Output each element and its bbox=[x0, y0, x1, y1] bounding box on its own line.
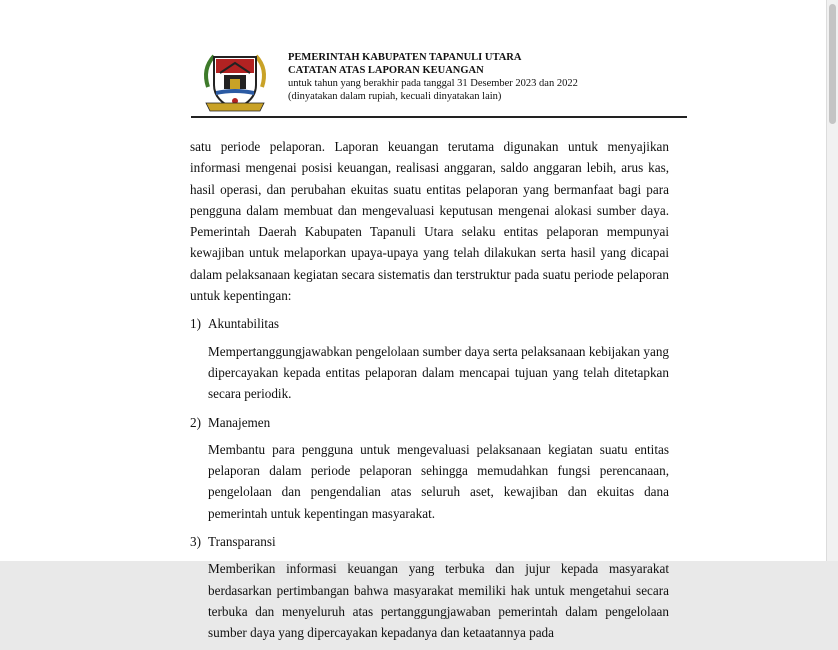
header-report-title: CATATAN ATAS LAPORAN KEUANGAN bbox=[288, 65, 484, 76]
header-divider bbox=[191, 116, 687, 118]
list-item-title: Akuntabilitas bbox=[208, 316, 280, 332]
list-item-title: Transparansi bbox=[208, 534, 276, 550]
list-item-description: Memberikan informasi keuangan yang terbuka dan jujur kepada masyarakat berdasarkan pertimbangan bahwa masyarakat memiliki hak untuk mengetahui secara terbuka dan menyeluruh atas pertanggungjawaban pemerintah dalam pengelolaan sumber daya yang dipercayakan kepadanya dan ketaatannya pada bbox=[208, 561, 669, 641]
document-header bbox=[288, 51, 688, 103]
list-item-heading bbox=[190, 313, 669, 334]
intro-paragraph: satu periode pelaporan. Laporan keuangan terutama digunakan untuk menyajikan informasi mengenai posisi keuangan, realisasi anggaran, saldo anggaran lebih, arus kas, hasil operasi, dan perubahan ekuitas suatu entitas pelaporan yang bermanfaat bagi para pengguna dalam membuat dan mengevaluasi keputusan mengenai alokasi sumber daya. Pemerintah Daerah Kabupaten Tapanuli Utara selaku entitas pelaporan mempunyai kewajiban untuk melaporkan upaya-upaya yang telah dilakukan serta hasil yang dicapai dalam pelaksanaan kegiatan secara sistematis dan terstruktur pada suatu periode pelaporan untuk kepentingan: bbox=[190, 139, 669, 304]
list-item-number: 2) bbox=[190, 414, 201, 430]
list-item-number: 1) bbox=[190, 316, 201, 332]
list-item-number: 3) bbox=[190, 534, 201, 550]
list-item-heading bbox=[190, 412, 669, 433]
header-period: untuk tahun yang berakhir pada tanggal 31 Desember 2023 dan 2022 bbox=[288, 78, 578, 89]
header-currency-note: (dinyatakan dalam rupiah, kecuali dinyatakan lain) bbox=[288, 91, 502, 102]
list-item-description: Membantu para pengguna untuk mengevaluasi pelaksanaan kegiatan suatu entitas pelaporan dalam periode pelaporan sehingga memudahkan fungsi perencanaan, pengelolaan dan pengendalian atas seluruh aset, kewajiban dan ekuitas dana pemerintah untuk kepentingan masyarakat. bbox=[208, 441, 669, 521]
scrollbar-thumb[interactable] bbox=[829, 4, 836, 124]
list-item-description: Mempertanggungjawabkan pengelolaan sumber daya serta pelaksanaan kebijakan yang dipercayakan kepada entitas pelaporan dalam mencapai tujuan yang telah ditetapkan secara periodik. bbox=[208, 343, 670, 402]
regency-emblem-logo bbox=[200, 47, 270, 113]
vertical-scrollbar[interactable] bbox=[826, 0, 838, 561]
document-body bbox=[190, 136, 669, 650]
list-item-heading bbox=[190, 531, 669, 552]
header-regency-title: PEMERINTAH KABUPATEN TAPANULI UTARA bbox=[288, 52, 522, 63]
list-item-title: Manajemen bbox=[208, 414, 271, 430]
